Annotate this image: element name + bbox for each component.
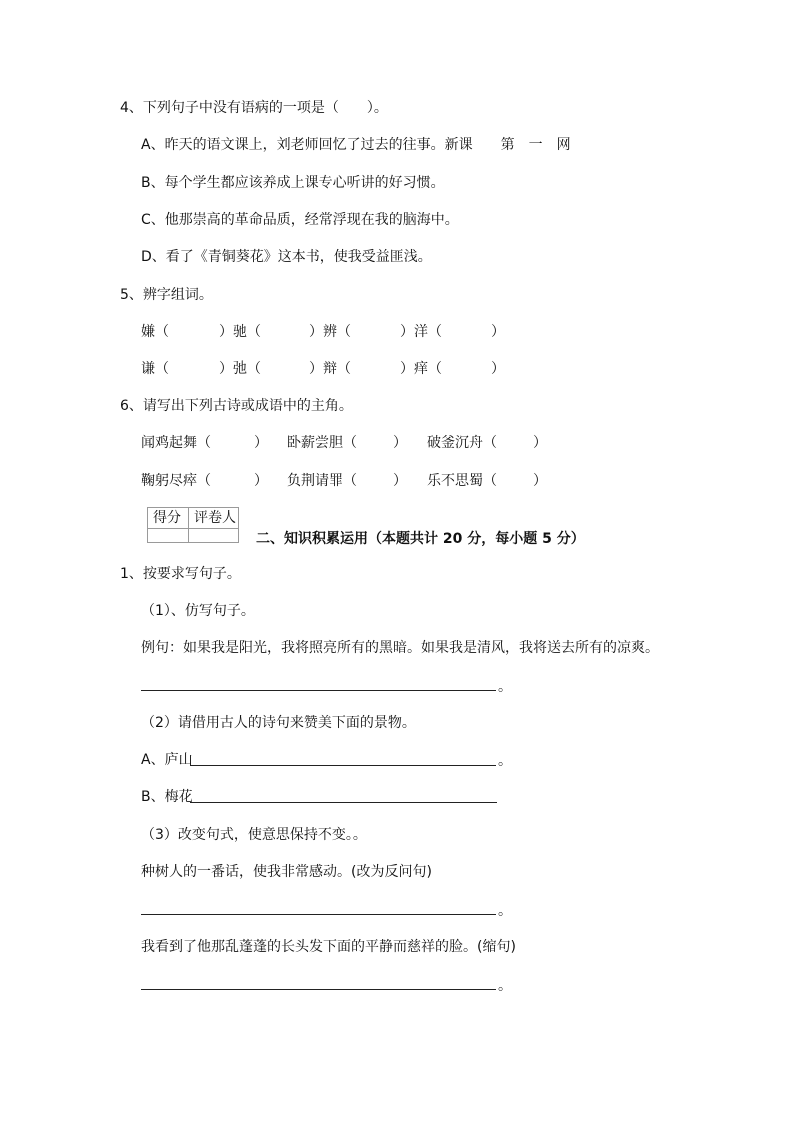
section2-heading: 二、知识积累运用（本题共计 20 分，每小题 5 分）	[256, 531, 585, 547]
answer-line-lushan[interactable]	[190, 765, 496, 766]
q4-option-b: B、每个学生都应该养成上课专心听讲的好习惯。	[141, 175, 445, 191]
q4-option-a: A、昨天的语文课上，刘老师回忆了过去的往事。新课 第 一 网	[141, 137, 571, 153]
q1-sub2: （2）请借用古人的诗句来赞美下面的景物。	[141, 715, 416, 731]
q6-r2-idiom1: 鞠躬尽瘁（	[141, 473, 211, 489]
answer-line-3[interactable]	[141, 914, 496, 915]
q5-r2-c4: ）痒（	[400, 361, 442, 377]
q1-sub1: （1）、仿写句子。	[141, 603, 255, 619]
answer-line-4[interactable]	[141, 989, 496, 990]
q1-title: 1、按要求写句子。	[120, 566, 241, 582]
q5-title: 5、辨字组词。	[120, 287, 213, 303]
q4-option-c: C、他那崇高的革命品质，经常浮现在我的脑海中。	[141, 212, 459, 228]
q6-r1-close3: ）	[533, 435, 547, 451]
q5-r1-c1: 嫌（	[141, 324, 169, 340]
q6-r2-close1: ）	[254, 473, 268, 489]
answer-line-meihua[interactable]	[190, 802, 497, 803]
q1-sentence2: 我看到了他那乱蓬蓬的长头发下面的平静而慈祥的脸。(缩句)	[141, 939, 516, 955]
q1-sub2-b: B、梅花	[141, 789, 193, 805]
answer-line-1[interactable]	[141, 690, 496, 691]
q6-title: 6、请写出下列古诗或成语中的主角。	[120, 398, 353, 414]
q6-r2-idiom3: 乐不思蜀（	[427, 473, 497, 489]
q6-r2-close2: ）	[393, 473, 407, 489]
q5-r2-c3: ）辩（	[309, 361, 351, 377]
q6-r1-idiom1: 闻鸡起舞（	[141, 435, 211, 451]
q5-r1-c4: ）洋（	[400, 324, 442, 340]
score-label: 得分	[153, 510, 181, 526]
q1-example: 例句：如果我是阳光，我将照亮所有的黑暗。如果我是清风，我将送去所有的凉爽。	[141, 640, 659, 656]
answer-period-3: 。	[498, 903, 512, 919]
q6-r1-idiom3: 破釜沉舟（	[427, 435, 497, 451]
q1-sub3: （3）改变句式，使意思保持不变。。	[141, 827, 367, 843]
q5-r1-c2: ）驰（	[219, 324, 261, 340]
score-box	[147, 507, 239, 543]
q5-r2-c1: 谦（	[141, 361, 169, 377]
q4-title: 4、下列句子中没有语病的一项是（ ）。	[120, 100, 388, 116]
q5-r2-c2: ）弛（	[219, 361, 261, 377]
q1-sentence1: 种树人的一番话，使我非常感动。(改为反问句)	[141, 864, 432, 880]
answer-period-2: 。	[498, 753, 512, 769]
answer-period-1: 。	[498, 679, 512, 695]
q6-r1-idiom2: 卧薪尝胆（	[287, 435, 357, 451]
q6-r2-idiom2: 负荆请罪（	[287, 473, 357, 489]
q6-r2-close3: ）	[533, 473, 547, 489]
q6-r1-close2: ）	[393, 435, 407, 451]
q5-r2-c5: ）	[491, 361, 505, 377]
q5-r1-c3: ）辨（	[309, 324, 351, 340]
answer-period-4: 。	[498, 978, 512, 994]
q5-r1-c5: ）	[491, 324, 505, 340]
grader-label: 评卷人	[194, 510, 236, 526]
q6-r1-close1: ）	[254, 435, 268, 451]
q4-option-d: D、看了《青铜葵花》这本书，使我受益匪浅。	[141, 249, 432, 265]
q1-sub2-a: A、庐山	[141, 752, 193, 768]
